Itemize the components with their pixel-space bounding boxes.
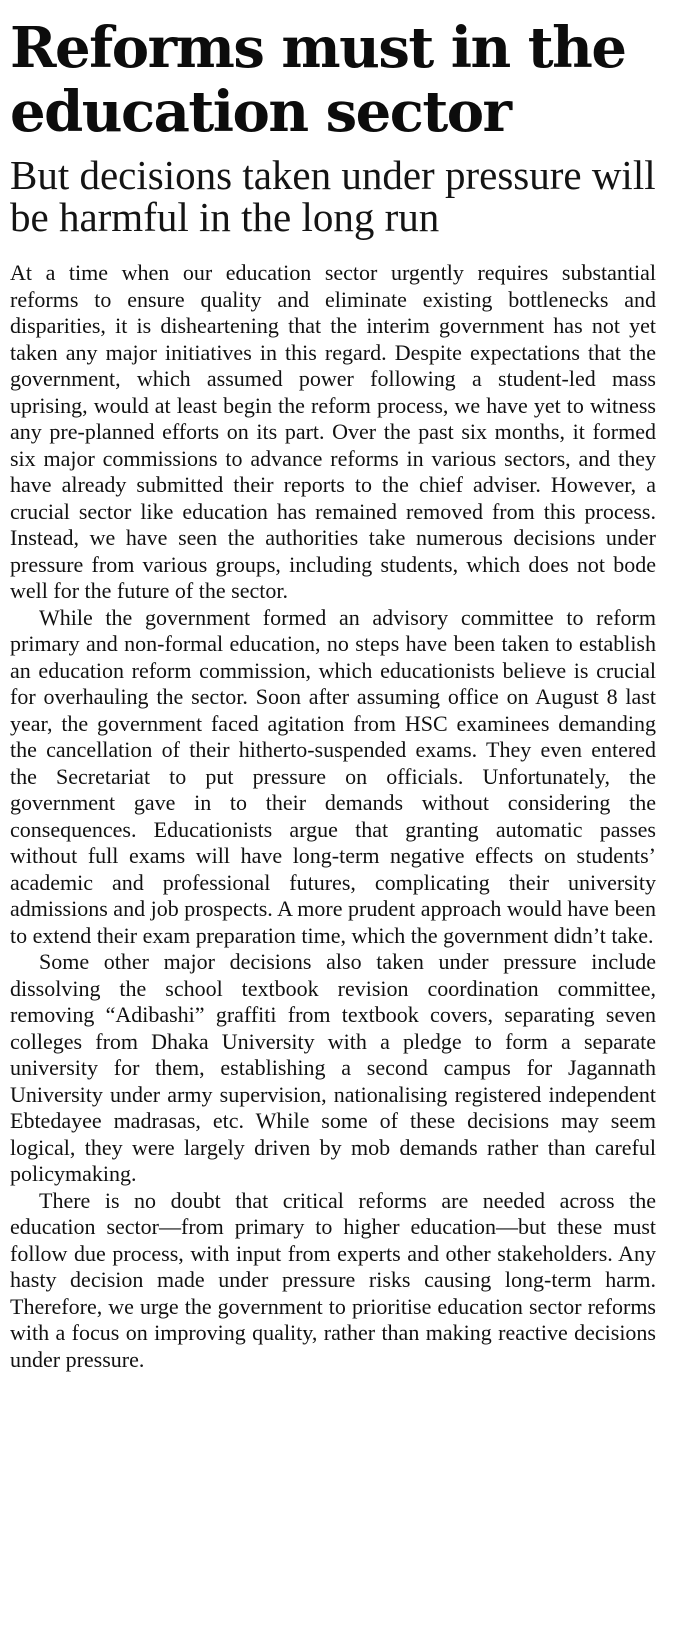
body-paragraph: While the government formed an advisory committee to reform primary and non-formal education, no steps have been taken to establish an education reform commission, which educationists believe is crucial for overhauling the sector. Soon after assuming office on August 8 last year, the government faced agitation from HSC examinees demanding the cancellation of their hitherto-suspended exams. They even entered the Secretariat to put pressure on officials. Unfortunately, the government gave in to their demands without considering the consequences. Educationists argue that granting automatic passes without full exams will have long-term negative effects on students’ academic and professional futures, complicating their university admissions and job prospects. A more prudent approach would have been to extend their exam preparation time, which the government didn’t take.: [10, 604, 656, 948]
body-paragraph: At a time when our education sector urgently requires substantial reforms to ensure quality and eliminate existing bottlenecks and disparities, it is disheartening that the interim government has not yet taken any major initiatives in this regard. Despite expectations that the government, which assumed power following a student-led mass uprising, would at least begin the reform process, we have yet to witness any pre-planned efforts on its part. Over the past six months, it formed six major commissions to advance reforms in various sectors, and they have already submitted their reports to the chief adviser. However, a crucial sector like education has remained removed from this process. Instead, we have seen the authorities take numerous decisions under pressure from various groups, including students, which does not bode well for the future of the sector.: [10, 260, 656, 603]
body-paragraph: Some other major decisions also taken under pressure include dissolving the school textbook revision coordination committee, removing “Adibashi” graffiti from textbook covers, separating seven colleges from Dhaka University with a pledge to form a separate university for them, establishing a second campus for Jagannath University under army supervision, nationalising registered independent Ebtedayee madrasas, etc. While some of these decisions may seem logical, they were largely driven by mob demands rather than careful policymaking.: [10, 949, 656, 1186]
editorial-article: [10, 16, 656, 1373]
headline: Reforms must in the education sector: [10, 15, 626, 145]
body-paragraph: There is no doubt that critical reforms are needed across the education sector—from primary to higher education—but these must follow due process, with input from experts and other stakeholders. Any hasty decision made under pressure risks causing long-term harm. Therefore, we urge the government to prioritise education sector reforms with a focus on improving quality, rather than making reactive decisions under pressure.: [10, 1187, 656, 1372]
article-body: [10, 260, 656, 1373]
subheadline: But decisions taken under pressure will be harmful in the long run: [10, 152, 656, 240]
